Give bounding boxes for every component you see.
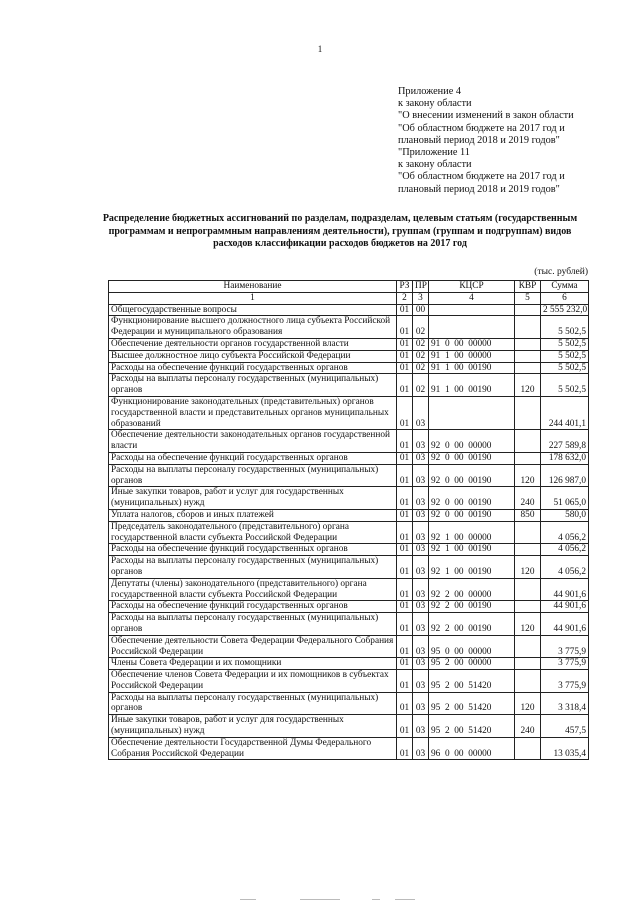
row-kcsr-cell bbox=[429, 396, 515, 429]
row-rz-cell: 01 bbox=[397, 737, 413, 760]
table-row bbox=[109, 692, 589, 715]
row-rz-cell: 01 bbox=[397, 338, 413, 350]
row-kvr-cell: 240 bbox=[515, 715, 541, 738]
row-kvr-cell bbox=[515, 430, 541, 453]
row-sum-cell: 4 056,2 bbox=[541, 521, 589, 544]
row-sum-cell: 2 555 232,0 bbox=[541, 304, 589, 316]
row-sum-cell: 5 502,5 bbox=[541, 362, 589, 374]
row-rz-cell: 01 bbox=[397, 304, 413, 316]
row-pr-cell: 03 bbox=[413, 658, 429, 670]
table-row bbox=[109, 715, 589, 738]
row-kcsr-cell: 95 2 00 00000 bbox=[429, 658, 515, 670]
row-kvr-cell bbox=[515, 316, 541, 339]
row-sum-cell: 3 775,9 bbox=[541, 670, 589, 693]
row-rz-cell: 01 bbox=[397, 601, 413, 613]
col-header-pr: ПР bbox=[413, 281, 429, 293]
row-kvr-cell: 120 bbox=[515, 613, 541, 636]
row-name-cell: Расходы на выплаты персоналу государственных (муниципальных) органов bbox=[109, 374, 397, 397]
appendix-line: "О внесении изменений в закон области bbox=[398, 110, 574, 122]
row-sum-cell: 44 901,6 bbox=[541, 601, 589, 613]
row-rz-cell: 01 bbox=[397, 487, 413, 510]
row-name-cell: Высшее должностное лицо субъекта Российской Федерации bbox=[109, 350, 397, 362]
row-rz-cell: 01 bbox=[397, 430, 413, 453]
row-sum-cell: 13 035,4 bbox=[541, 737, 589, 760]
appendix-line: к закону области bbox=[398, 98, 472, 110]
row-name-cell: Функционирование законодательных (представительных) органов государственной власти и представительных органов муниципальных образований bbox=[109, 396, 397, 429]
document-heading: Распределение бюджетных ассигнований по разделам, подразделам, целевым статьям (государственным программам и непрограммным направлениям деятельности), группам (группам и подгруппам) видов расходов классификации расходов бюджетов на 2017 год bbox=[102, 213, 578, 249]
table-row bbox=[109, 362, 589, 374]
row-kcsr-cell: 92 1 00 00000 bbox=[429, 521, 515, 544]
row-pr-cell: 03 bbox=[413, 487, 429, 510]
row-sum-cell: 3 318,4 bbox=[541, 692, 589, 715]
row-pr-cell: 03 bbox=[413, 635, 429, 658]
row-rz-cell: 01 bbox=[397, 544, 413, 556]
row-pr-cell: 03 bbox=[413, 556, 429, 579]
row-rz-cell: 01 bbox=[397, 374, 413, 397]
row-pr-cell: 03 bbox=[413, 464, 429, 487]
row-kvr-cell bbox=[515, 338, 541, 350]
row-kvr-cell bbox=[515, 670, 541, 693]
row-kvr-cell: 120 bbox=[515, 374, 541, 397]
row-name-cell: Уплата налогов, сборов и иных платежей bbox=[109, 509, 397, 521]
row-rz-cell: 01 bbox=[397, 316, 413, 339]
table-row bbox=[109, 613, 589, 636]
page-bottom-edge bbox=[0, 897, 640, 905]
table-row bbox=[109, 737, 589, 760]
row-name-cell: Расходы на обеспечение функций государственных органов bbox=[109, 452, 397, 464]
row-rz-cell: 01 bbox=[397, 658, 413, 670]
row-kcsr-cell bbox=[429, 304, 515, 316]
row-kvr-cell bbox=[515, 737, 541, 760]
row-sum-cell: 227 589,8 bbox=[541, 430, 589, 453]
row-kvr-cell bbox=[515, 452, 541, 464]
table-row bbox=[109, 521, 589, 544]
row-name-cell: Депутаты (члены) законодательного (представительного) органа государственной власти субъекта Российской Федерации bbox=[109, 578, 397, 601]
appendix-line: к закону области bbox=[398, 159, 472, 171]
row-pr-cell: 02 bbox=[413, 338, 429, 350]
row-rz-cell: 01 bbox=[397, 613, 413, 636]
col-number: 5 bbox=[515, 292, 541, 304]
row-kvr-cell bbox=[515, 658, 541, 670]
row-rz-cell: 01 bbox=[397, 452, 413, 464]
row-kvr-cell: 120 bbox=[515, 556, 541, 579]
row-rz-cell: 01 bbox=[397, 635, 413, 658]
table-row bbox=[109, 578, 589, 601]
row-kvr-cell bbox=[515, 578, 541, 601]
row-pr-cell: 02 bbox=[413, 350, 429, 362]
row-kvr-cell bbox=[515, 521, 541, 544]
col-number: 6 bbox=[541, 292, 589, 304]
row-kcsr-cell: 92 0 00 00190 bbox=[429, 487, 515, 510]
row-pr-cell: 02 bbox=[413, 362, 429, 374]
row-pr-cell: 03 bbox=[413, 578, 429, 601]
row-sum-cell: 3 775,9 bbox=[541, 635, 589, 658]
col-number: 2 bbox=[397, 292, 413, 304]
row-sum-cell: 457,5 bbox=[541, 715, 589, 738]
row-rz-cell: 01 bbox=[397, 556, 413, 579]
row-pr-cell: 03 bbox=[413, 430, 429, 453]
table-row bbox=[109, 350, 589, 362]
row-rz-cell: 01 bbox=[397, 715, 413, 738]
col-header-name: Наименование bbox=[109, 281, 397, 293]
row-name-cell: Обеспечение деятельности Совета Федерации Федерального Собрания Российской Федерации bbox=[109, 635, 397, 658]
row-rz-cell: 01 bbox=[397, 362, 413, 374]
row-sum-cell: 44 901,6 bbox=[541, 578, 589, 601]
col-number: 3 bbox=[413, 292, 429, 304]
row-kvr-cell bbox=[515, 350, 541, 362]
col-number: 4 bbox=[429, 292, 515, 304]
row-name-cell: Функционирование высшего должностного лица субъекта Российской Федерации и муниципального образования bbox=[109, 316, 397, 339]
row-kcsr-cell: 92 1 00 00190 bbox=[429, 556, 515, 579]
table-row bbox=[109, 452, 589, 464]
row-name-cell: Обеспечение деятельности Государственной Думы Федерального Собрания Российской Федерации bbox=[109, 737, 397, 760]
row-sum-cell: 5 502,5 bbox=[541, 316, 589, 339]
row-kvr-cell: 120 bbox=[515, 464, 541, 487]
appendix-line: Приложение 4 bbox=[398, 86, 461, 97]
row-rz-cell: 01 bbox=[397, 350, 413, 362]
appendix-line: плановый период 2018 и 2019 годов" bbox=[398, 134, 560, 146]
row-kvr-cell bbox=[515, 304, 541, 316]
row-kcsr-cell bbox=[429, 316, 515, 339]
row-name-cell: Расходы на обеспечение функций государственных органов bbox=[109, 544, 397, 556]
row-pr-cell: 03 bbox=[413, 544, 429, 556]
row-sum-cell: 44 901,6 bbox=[541, 613, 589, 636]
row-sum-cell: 126 987,0 bbox=[541, 464, 589, 487]
row-name-cell: Иные закупки товаров, работ и услуг для государственных (муниципальных) нужд bbox=[109, 487, 397, 510]
row-name-cell: Члены Совета Федерации и их помощники bbox=[109, 658, 397, 670]
row-sum-cell: 580,0 bbox=[541, 509, 589, 521]
row-pr-cell: 03 bbox=[413, 670, 429, 693]
row-kcsr-cell: 92 2 00 00000 bbox=[429, 578, 515, 601]
table-row bbox=[109, 556, 589, 579]
table-row bbox=[109, 509, 589, 521]
col-number: 1 bbox=[109, 292, 397, 304]
col-header-kvr: КВР bbox=[515, 281, 541, 293]
row-sum-cell: 4 056,2 bbox=[541, 556, 589, 579]
row-pr-cell: 00 bbox=[413, 304, 429, 316]
row-rz-cell: 01 bbox=[397, 578, 413, 601]
budget-table bbox=[108, 280, 589, 760]
table-row bbox=[109, 464, 589, 487]
table-row bbox=[109, 304, 589, 316]
row-name-cell: Обеспечение членов Совета Федерации и их помощников в субъектах Российской Федерации bbox=[109, 670, 397, 693]
appendix-line: "Приложение 11 bbox=[398, 147, 470, 159]
row-sum-cell: 4 056,2 bbox=[541, 544, 589, 556]
row-pr-cell: 03 bbox=[413, 613, 429, 636]
table-row bbox=[109, 338, 589, 350]
col-header-kcsr: КЦСР bbox=[429, 281, 515, 293]
row-sum-cell: 5 502,5 bbox=[541, 350, 589, 362]
row-kcsr-cell: 92 0 00 00190 bbox=[429, 464, 515, 487]
row-kcsr-cell: 91 0 00 00000 bbox=[429, 338, 515, 350]
row-sum-cell: 3 775,9 bbox=[541, 658, 589, 670]
col-header-rz: РЗ bbox=[397, 281, 413, 293]
units-label: (тыс. рублей) bbox=[534, 267, 588, 277]
row-name-cell: Расходы на выплаты персоналу государственных (муниципальных) органов bbox=[109, 464, 397, 487]
appendix-block bbox=[398, 86, 634, 196]
row-kcsr-cell: 92 0 00 00000 bbox=[429, 430, 515, 453]
row-kvr-cell bbox=[515, 544, 541, 556]
table-row bbox=[109, 396, 589, 429]
appendix-line: плановый период 2018 и 2019 годов" bbox=[398, 183, 560, 195]
row-kcsr-cell: 96 0 00 00000 bbox=[429, 737, 515, 760]
row-name-cell: Обеспечение деятельности органов государственной власти bbox=[109, 338, 397, 350]
row-sum-cell: 51 065,0 bbox=[541, 487, 589, 510]
row-rz-cell: 01 bbox=[397, 692, 413, 715]
row-kcsr-cell: 91 1 00 00190 bbox=[429, 374, 515, 397]
appendix-line: "Об областном бюджете на 2017 год и bbox=[398, 171, 565, 183]
table-header-row bbox=[109, 281, 589, 293]
row-kcsr-cell: 95 2 00 51420 bbox=[429, 692, 515, 715]
row-kcsr-cell: 91 1 00 00190 bbox=[429, 362, 515, 374]
row-kcsr-cell: 92 0 00 00190 bbox=[429, 452, 515, 464]
row-kcsr-cell: 92 1 00 00190 bbox=[429, 544, 515, 556]
row-pr-cell: 03 bbox=[413, 737, 429, 760]
row-pr-cell: 02 bbox=[413, 316, 429, 339]
row-pr-cell: 03 bbox=[413, 521, 429, 544]
table-row bbox=[109, 430, 589, 453]
row-sum-cell: 178 632,0 bbox=[541, 452, 589, 464]
row-kvr-cell: 240 bbox=[515, 487, 541, 510]
row-rz-cell: 01 bbox=[397, 396, 413, 429]
row-name-cell: Расходы на обеспечение функций государственных органов bbox=[109, 362, 397, 374]
row-kcsr-cell: 95 2 00 51420 bbox=[429, 715, 515, 738]
row-rz-cell: 01 bbox=[397, 521, 413, 544]
table-row bbox=[109, 658, 589, 670]
table-number-row bbox=[109, 292, 589, 304]
table-row bbox=[109, 601, 589, 613]
row-pr-cell: 03 bbox=[413, 396, 429, 429]
page-number: 1 bbox=[317, 44, 323, 54]
row-kcsr-cell: 92 2 00 00190 bbox=[429, 613, 515, 636]
row-kcsr-cell: 92 2 00 00190 bbox=[429, 601, 515, 613]
table-row bbox=[109, 670, 589, 693]
row-pr-cell: 03 bbox=[413, 601, 429, 613]
row-rz-cell: 01 bbox=[397, 464, 413, 487]
row-pr-cell: 03 bbox=[413, 452, 429, 464]
table-row bbox=[109, 487, 589, 510]
table-row bbox=[109, 635, 589, 658]
row-kvr-cell: 850 bbox=[515, 509, 541, 521]
col-header-sum: Сумма bbox=[541, 281, 589, 293]
table-row bbox=[109, 544, 589, 556]
row-name-cell: Расходы на обеспечение функций государственных органов bbox=[109, 601, 397, 613]
row-kvr-cell bbox=[515, 396, 541, 429]
row-sum-cell: 5 502,5 bbox=[541, 338, 589, 350]
row-name-cell: Расходы на выплаты персоналу государственных (муниципальных) органов bbox=[109, 556, 397, 579]
row-pr-cell: 03 bbox=[413, 692, 429, 715]
appendix-line: "Об областном бюджете на 2017 год и bbox=[398, 122, 565, 134]
row-kvr-cell: 120 bbox=[515, 692, 541, 715]
row-pr-cell: 02 bbox=[413, 374, 429, 397]
row-kcsr-cell: 95 2 00 51420 bbox=[429, 670, 515, 693]
row-pr-cell: 03 bbox=[413, 509, 429, 521]
row-pr-cell: 03 bbox=[413, 715, 429, 738]
row-kcsr-cell: 91 1 00 00000 bbox=[429, 350, 515, 362]
row-name-cell: Председатель законодательного (представительного) органа государственной власти субъекта Российской Федерации bbox=[109, 521, 397, 544]
row-rz-cell: 01 bbox=[397, 670, 413, 693]
row-name-cell: Обеспечение деятельности законодательных органов государственной власти bbox=[109, 430, 397, 453]
row-name-cell: Расходы на выплаты персоналу государственных (муниципальных) органов bbox=[109, 692, 397, 715]
row-kcsr-cell: 92 0 00 00190 bbox=[429, 509, 515, 521]
row-name-cell: Иные закупки товаров, работ и услуг для государственных (муниципальных) нужд bbox=[109, 715, 397, 738]
table-row bbox=[109, 316, 589, 339]
row-name-cell: Расходы на выплаты персоналу государственных (муниципальных) органов bbox=[109, 613, 397, 636]
table-row bbox=[109, 374, 589, 397]
row-kvr-cell bbox=[515, 635, 541, 658]
row-kvr-cell bbox=[515, 362, 541, 374]
row-sum-cell: 244 401,1 bbox=[541, 396, 589, 429]
row-rz-cell: 01 bbox=[397, 509, 413, 521]
row-sum-cell: 5 502,5 bbox=[541, 374, 589, 397]
row-kvr-cell bbox=[515, 601, 541, 613]
row-name-cell: Общегосударственные вопросы bbox=[109, 304, 397, 316]
row-kcsr-cell: 95 0 00 00000 bbox=[429, 635, 515, 658]
